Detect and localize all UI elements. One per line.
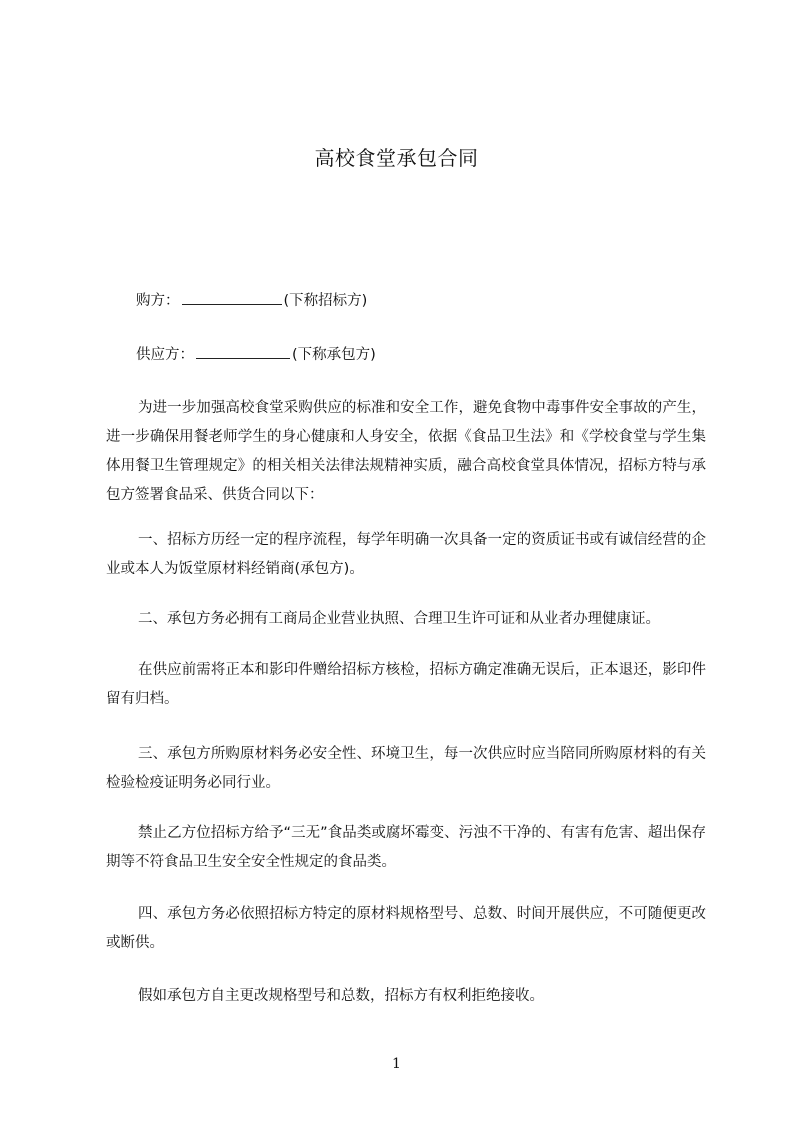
paragraph-clause-2-detail: 在供应前需将正本和影印件赠给招标方核检，招标方确定准确无误后，正本退还，影印件留有归档。 (106, 662, 706, 707)
supplier-suffix: (下称承包方) (292, 347, 376, 363)
document-title: 高校食堂承包合同 (314, 146, 479, 170)
paragraph-intro: 为进一步加强高校食堂采购供应的标准和安全工作，避免食物中毒事件安全事故的产生，进一步确保用餐老师学生的身心健康和人身安全，依据《食品卫生法》和《学校食堂与学生集体用餐卫生管理规定》的相关相关法律法规精神实质，融合高校食堂具体情况，招标方特与承包方签署食品采、供货合同以下： (106, 400, 706, 503)
supplier-blank (196, 344, 290, 359)
paragraph-clause-4: 四、承包方务必依照招标方特定的原材料规格型号、总数、时间开展供应，不可随便更改或断供。 (106, 906, 706, 951)
paragraph-clause-3-detail: 禁止乙方位招标方给予“三无”食品类或腐坏霉变、污浊不干净的、有害有危害、超出保存期等不符食品卫生安全安全性规定的食品类。 (106, 825, 706, 870)
paragraph-clause-3: 三、承包方所购原材料务必安全性、环境卫生，每一次供应时应当陪同所购原材料的有关检验检疫证明务必同行业。 (106, 746, 706, 791)
supplier-line (136, 344, 376, 365)
page-number: 1 (392, 1056, 401, 1072)
supplier-label: 供应方： (136, 347, 194, 363)
buyer-line (136, 290, 367, 311)
paragraph-clause-1: 一、招标方历经一定的程序流程，每学年明确一次具备一定的资质证书或有诚信经营的企业或本人为饭堂原材料经销商(承包方)。 (106, 532, 706, 577)
paragraph-clause-2: 二、承包方务必拥有工商局企业营业执照、合理卫生许可证和从业者办理健康证。 (138, 611, 660, 627)
buyer-blank (182, 290, 282, 305)
paragraph-clause-4-detail: 假如承包方自主更改规格型号和总数，招标方有权利拒绝接收。 (138, 988, 544, 1004)
buyer-label: 购方： (136, 293, 180, 309)
buyer-suffix: (下称招标方) (283, 293, 368, 309)
